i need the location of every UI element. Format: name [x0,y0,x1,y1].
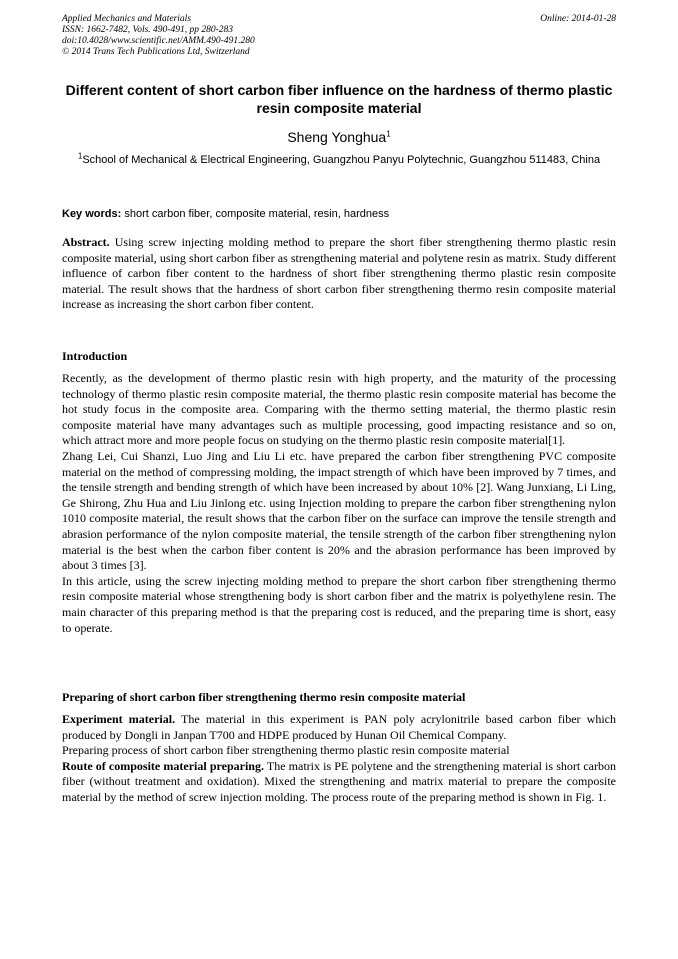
experiment-paragraph [62,712,616,743]
intro-paragraph: Recently, as the development of thermo plastic resin with high property, and the maturity of the processing technology of thermo plastic resin composite material, the thermo plastic resin composite material has become the hot study focus in the composite area. Comparing with the thermo setting material, the thermo plastic resin composite material have many advantages such as multiple processing, good impacting resistance and so on, which attract more and more people focus on studying on the thermo plastic resin composite material[1]. [62,371,616,448]
preparing-heading: Preparing of short carbon fiber strengthening thermo resin composite material [62,690,466,704]
preparing-body [62,712,616,806]
intro-paragraph: In this article, using the screw injecting molding method to prepare the short carbon fiber strengthening thermo resin composite material whose strengthening body is short carbon fiber and the matrix is polyethylene resin. The main character of this preparing method is that the preparing cost is reduced, and the preparing time is short, easy to operate. [62,573,616,635]
route-text: The matrix is PE polytene and the strengthening material is short carbon fiber (without treatment and oxidation). Mixed the strengthening and matrix material to prepare the composite material by the method of screw injection molding. The process route of the preparing method is shown in Fig. 1. [62,758,616,804]
author-line [62,128,616,146]
introduction-body [62,371,616,636]
keywords-text: short carbon fiber, composite material, resin, hardness [124,208,390,220]
keywords [62,207,616,221]
keywords-label: Key words: [62,208,122,220]
doi-line: doi:10.4028/www.scientific.net/AMM.490-491.280 [62,36,255,46]
abstract-label: Abstract. [62,235,110,249]
copyright-line: © 2014 Trans Tech Publications Ltd, Switzerland [62,47,250,57]
experiment-text: The material in this experiment is PAN poly acrylonitrile based carbon fiber which produced by Dongli in Janpan T700 and HDPE produced by Hunan Oil Chemical Company. [62,712,617,742]
introduction-heading: Introduction [62,349,128,363]
author-name: Sheng Yonghua [287,129,387,145]
journal-name: Applied Mechanics and Materials [62,14,192,24]
intro-paragraph: Zhang Lei, Cui Shanzi, Luo Jing and Liu Li etc. have prepared the carbon fiber strengthening PVC composite material on the method of compressing molding, the impact strength of which have been improved by 7 times, and the tensile strength and bending strength of which have been increased by about 10% [2]. Wang Junxiang, Li Ling, Ge Shirong, Zhu Hua and Liu Jinlong etc. using Injection molding to prepare the carbon fiber strengthening nylon 1010 composite material, the result shows that the carbon fiber on the surface can improve the tensile strength and abrasion performance of the nylon composite material, the tensile strength of the carbon fiber strengthening nylon material is the best when the carbon fiber content is 20% and the abrasion performance has been improved by about 3 times [3]. [62,448,616,573]
affiliation-text: School of Mechanical & Electrical Engineering, Guangzhou Panyu Polytechnic, Guangzhou 511483, China [82,154,601,166]
author-affiliation-mark: 1 [386,129,391,139]
paper-title: Different content of short carbon fiber influence on the hardness of thermo plastic resin composite material [65,82,613,116]
journal-info [62,14,616,58]
process-line: Preparing process of short carbon fiber strengthening thermo plastic resin composite material [62,743,510,758]
experiment-label: Experiment material. [62,712,176,726]
affiliation [62,153,616,167]
issn-line: ISSN: 1662-7482, Vols. 490-491, pp 280-283 [62,25,233,35]
abstract [62,235,616,313]
journal-header [62,14,616,58]
affiliation-mark: 1 [77,151,83,161]
online-date: Online: 2014-01-28 [540,14,616,24]
abstract-text: Using screw injecting molding method to prepare the short fiber strengthening thermo plastic resin composite material, using short carbon fiber as strengthening material and polytene resin as matrix. Study different influence of carbon fiber content to the hardness of short fiber strengthening thermo plastic resin composite material. The result shows that the hardness of short carbon fiber strengthening thermo resin composite material increase as increasing the short carbon fiber content. [62,235,617,312]
route-paragraph [62,759,616,806]
route-label: Route of composite material preparing. [62,758,264,773]
